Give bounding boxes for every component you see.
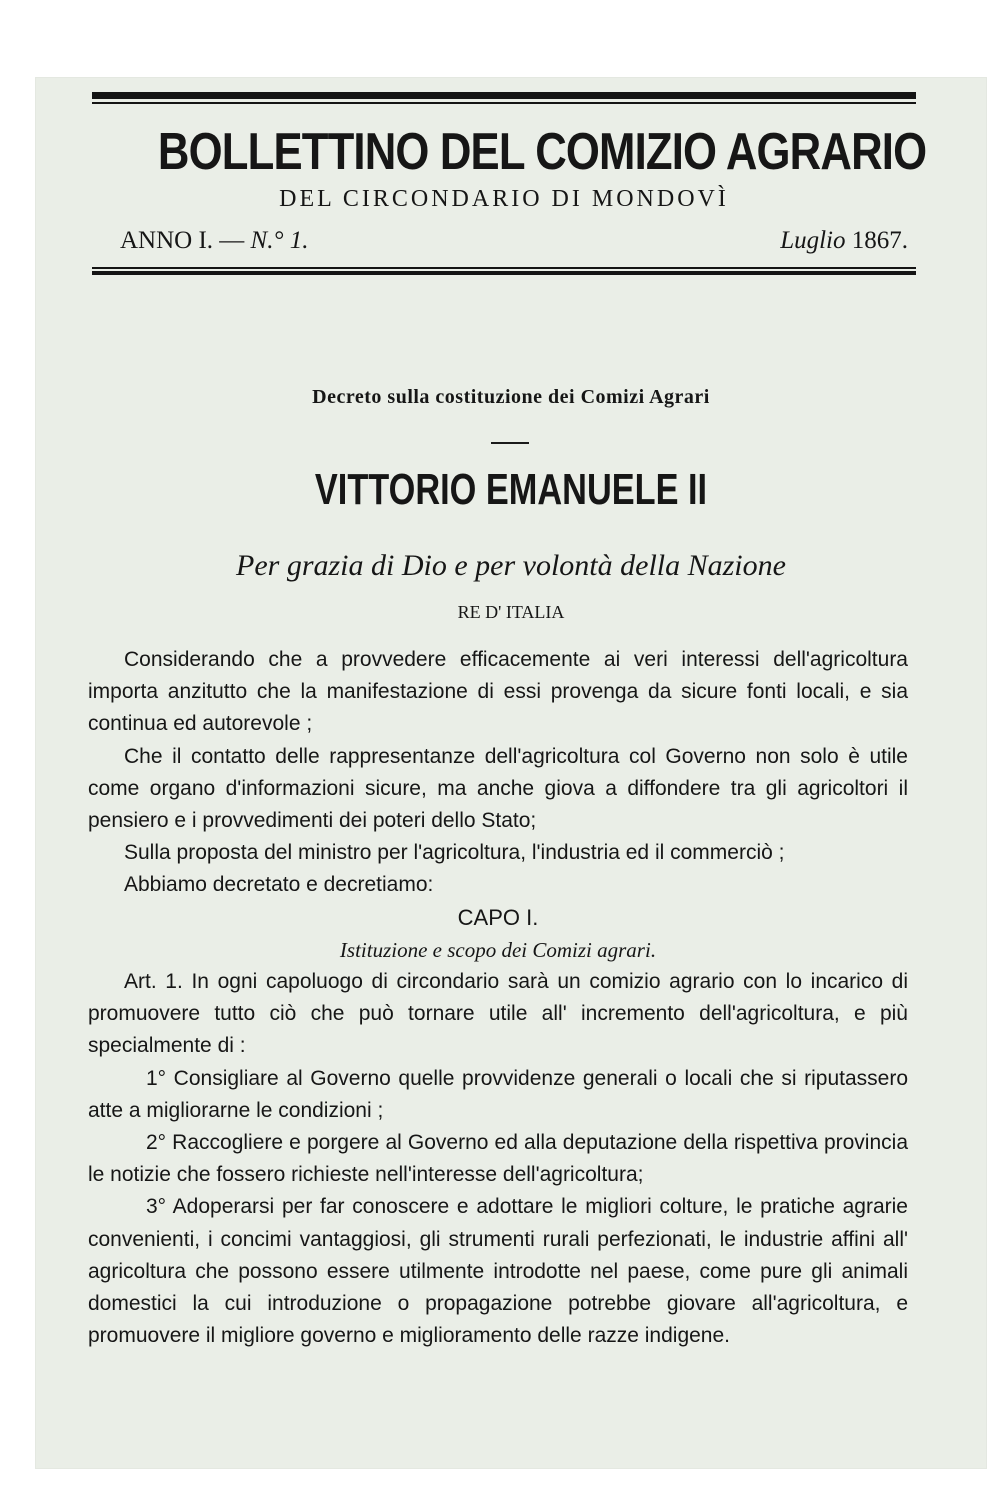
decree-heading: Decreto sulla costituzione dei Comizi Agrari <box>312 386 710 408</box>
decree-body <box>88 644 908 1352</box>
issue-year-label: ANNO I. — <box>120 227 245 254</box>
chapter-heading: CAPO I. <box>457 904 539 930</box>
issue-year: 1867. <box>851 227 908 254</box>
sovereign-grace: Per grazia di Dio e per volontà della Nazione <box>236 549 786 582</box>
sovereign-name: VITTORIO EMANUELE II <box>314 465 708 514</box>
publication-subtitle: DEL CIRCONDARIO DI MONDOVÌ <box>279 186 729 212</box>
issue-line <box>92 227 916 263</box>
chapter-subtitle: Istituzione e scopo dei Comizi agrari. <box>339 937 657 962</box>
paragraph-decretato: Abbiamo decretato e decretiamo: <box>124 873 434 897</box>
document-page <box>36 78 986 1468</box>
section-dash <box>491 442 529 444</box>
masthead-bottom-thin-rule <box>92 267 916 269</box>
masthead <box>92 92 927 275</box>
publication-title: BOLLETTINO DEL COMIZIO AGRARIO <box>157 123 927 181</box>
issue-num-label: N.° 1. <box>250 227 309 254</box>
article-1-item-2: 2° Raccogliere e porgere al Governo ed alla deputazione della rispettiva provincia le notizie che fossero richieste nell'interesse dell'agricoltura; <box>88 1131 908 1187</box>
issue-date <box>780 227 908 255</box>
issue-number <box>120 227 308 255</box>
masthead-top-thin-rule <box>92 102 916 104</box>
paragraph-considerando: Considerando che a provvedere efficacemente ai veri interessi dell'agricoltura importa anzitutto che la manifestazione di essi provenga da sicure fonti locali, e sia continua ed autorevole ; <box>88 648 908 736</box>
article-1-item-3: 3° Adoperarsi per far conoscere e adottare le migliori colture, le pratiche agrarie convenienti, i concimi vantaggiosi, gli strumenti rurali perfezionati, le industrie affini all' agricoltura che possono essere utilmente introdotte nel paese, come pure gli animali domestici la cui introduzione o propagazione potrebbe giovare all'agricoltura, e promuovere il migliore governo e miglioramento delle razze indigene. <box>88 1195 908 1348</box>
sovereign-title: RE D' ITALIA <box>457 602 565 622</box>
masthead-top-rule <box>92 92 916 99</box>
article-1-item-1: 1° Consigliare al Governo quelle provvidenze generali o locali che si riputassero atte a migliorarne le condizioni ; <box>88 1066 908 1122</box>
paragraph-proposta: Sulla proposta del ministro per l'agricoltura, l'industria ed il commerciò ; <box>124 841 785 865</box>
article-1: Art. 1. In ogni capoluogo di circondario sarà un comizio agrario con lo incarico di promuovere tutto ciò che può tornare utile all' incremento dell'agricoltura, e più specialmente di : <box>88 970 908 1058</box>
masthead-bottom-rule <box>92 271 916 275</box>
issue-month: Luglio <box>780 227 846 254</box>
paragraph-contatto: Che il contatto delle rappresentanze dell'agricoltura col Governo non solo è utile come organo d'informazioni sicure, ma anche giova a diffondere tra gli agricoltori il pensiero e i provvedimenti dei poteri dello Stato; <box>88 744 908 833</box>
